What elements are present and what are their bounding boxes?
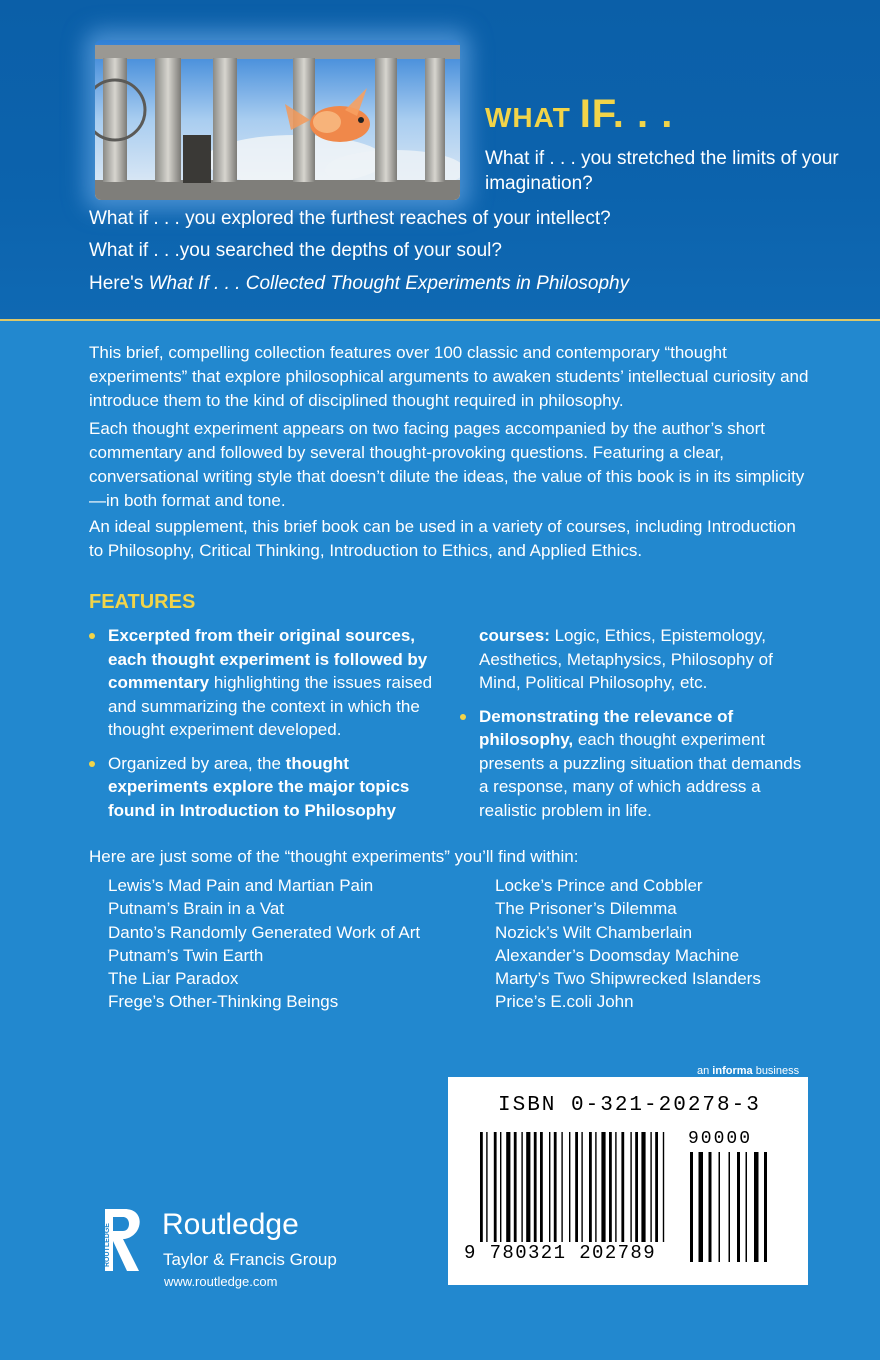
barcode-bar [534,1132,537,1242]
barcode-addon-bar [764,1152,767,1262]
feature-2-text: Logic, Ethics, Epistemology, Aesthetics, Metaphysics, Philosophy of Mind, Political Philosophy, etc. [479,626,773,692]
barcode-bar [655,1132,658,1242]
informa-business-tag [697,1065,799,1077]
list-item: Frege’s Other-Thinking Beings [108,992,339,1012]
barcode-bar [569,1132,570,1242]
barcode-addon-bar [754,1152,759,1262]
informa-suffix: business [752,1065,800,1077]
list-item: The Prisoner’s Dilemma [495,899,677,919]
isbn-number: ISBN 0-321-20278-3 [498,1094,761,1117]
cover-illustration [95,40,460,200]
feature-item-relevance [460,705,805,823]
barcode-bar [609,1132,612,1242]
informa-prefix: an [697,1065,713,1077]
feature-2-start: Organized by area, the [108,753,286,773]
list-item: Danto’s Randomly Generated Work of Art [108,922,421,942]
barcode-bar [589,1132,592,1242]
heading-word-what: WHAT [485,102,571,133]
list-item: Putnam’s Brain in a Vat [108,899,285,919]
experiments-list-right [495,874,761,1014]
barcode-bar [486,1132,487,1242]
isbn-barcode [448,1077,808,1285]
description-paragraph-2: Each thought experiment appears on two facing pages accompanied by the author’s short commentary and followed by several thought-provoking questions. Featuring a clear, conversational writing style that doesn’t dilute the ideas, the value of this book is in its simplicity—in both format and tone. [89,419,805,510]
barcode-bar [581,1132,582,1242]
feature-2-bold: thought experiments explore the major topics found in Introduction to Philosophy [108,753,410,820]
bullet-dot [89,761,95,767]
question-imagination: What if . . . you stretched the limits of your imagination? [485,148,839,194]
book-title: What If . . . Collected Thought Experiments in Philosophy [148,273,630,294]
list-item: Putnam’s Twin Earth [108,945,264,965]
list-item: Lewis’s Mad Pain and Martian Pain [108,876,374,895]
feature-3-text: each thought experiment presents a puzzling situation that demands a response, many of which address a realistic problem in life. [479,730,802,820]
book-title-line [89,271,849,296]
barcode-bar [540,1132,543,1242]
feature-item-organized-cont [460,624,805,695]
barcode-addon-bar [709,1152,712,1262]
barcode-bar [601,1132,605,1242]
list-item: Nozick’s Wilt Chamberlain [495,922,693,942]
barcode-addon-bar [690,1152,693,1262]
question-soul: What if . . .you searched the depths of your soul? [89,240,502,261]
feature-item-organized [89,752,447,823]
barcode-bar [514,1132,517,1242]
barcode-bar [635,1132,638,1242]
barcode-digits: 9 780321 202789 [464,1242,657,1264]
features-column-left [89,624,447,832]
list-item: Locke’s Prince and Cobbler [495,876,703,895]
list-item: Alexander’s Doomsday Machine [495,945,740,965]
routledge-logo-icon [99,1205,149,1277]
what-if-heading [485,92,673,137]
feature-1-text: highlighting the issues raised and summarizing the context in which the thought experiment developed. [108,673,433,739]
barcode-bar [549,1132,550,1242]
question-intellect: What if . . . you explored the furthest reaches of your intellect? [89,208,611,229]
list-item: Price’s E.coli John [495,992,634,1012]
barcode-bar [650,1132,651,1242]
barcode-bar [630,1132,631,1242]
bullet-dot [460,714,466,720]
barcode-bar [615,1132,616,1242]
bullet-dot [89,633,95,639]
barcode-bar [480,1132,483,1242]
list-item: The Liar Paradox [108,969,239,989]
informa-word: informa [712,1065,753,1077]
publisher-url: www.routledge.com [164,1274,278,1289]
barcode-bar [595,1132,596,1242]
publisher-name: Routledge [162,1208,299,1241]
barcode-bar [494,1132,497,1242]
barcode-bar [500,1132,501,1242]
experiments-intro: Here are just some of the “thought experiments” you’ll find within: [89,847,579,866]
barcode-bar [561,1132,562,1242]
barcode-bar [521,1132,522,1242]
publisher-group: Taylor & Francis Group [163,1250,337,1269]
feature-item-commentary [89,624,447,742]
barcode-bar [663,1132,664,1242]
barcode-addon-bar [746,1152,748,1262]
list-item: Marty’s Two Shipwrecked Islanders [495,969,761,989]
features-heading: FEATURES [89,591,196,613]
description-paragraph-3: An ideal supplement, this brief book can be used in a variety of courses, including Introduction to Philosophy, Critical Thinking, Introduction to Ethics, and Applied Ethics. [89,517,796,560]
barcode-bar [526,1132,530,1242]
price-addon-number: 90000 [688,1129,753,1149]
barcode-bar [506,1132,510,1242]
features-column-right [460,624,805,832]
feature-2-bold-cont: courses: [479,626,550,645]
barcode-addon-bar [719,1152,721,1262]
barcode-bar [621,1132,624,1242]
temple-goldfish-image [95,40,460,200]
logo-vertical-text: ROUTLEDGE [104,1223,111,1267]
barcode-bar [641,1132,645,1242]
feature-1-bold: Excerpted from their original sources, each thought experiment is followed by commentary [108,626,428,692]
heading-word-if: IF. . . [579,92,674,136]
description-paragraph-1: This brief, compelling collection features over 100 classic and contemporary “thought experiments” that explore philosophical arguments to awaken students’ intellectual curiosity and introduce them to the kind of disciplined thought required in philosophy. [89,343,809,410]
experiments-list-left [108,874,420,1014]
barcode-addon-bar [737,1152,740,1262]
barcode-addon-bar [699,1152,704,1262]
feature-3-bold: Demonstrating the relevance of philosophy, [479,706,734,749]
barcode-addon-bar [729,1152,731,1262]
barcode-bar [575,1132,578,1242]
title-line-prefix: Here's [89,273,149,294]
barcode-bar [554,1132,557,1242]
